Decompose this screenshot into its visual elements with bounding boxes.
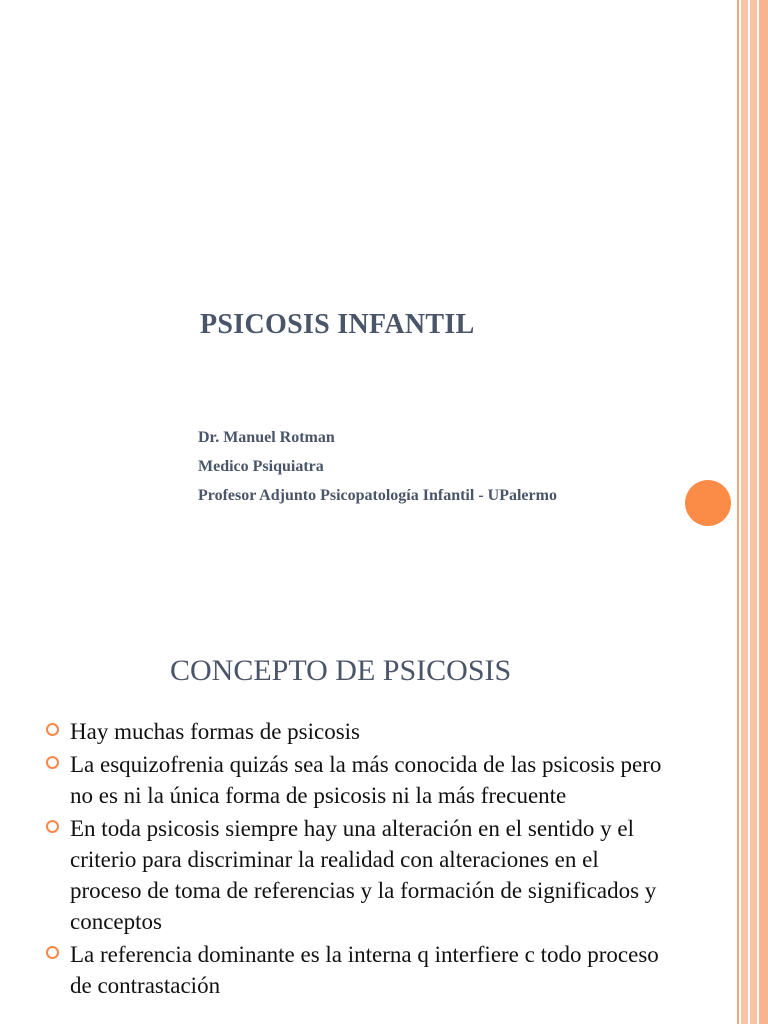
bullet-text: La referencia dominante es la interna q interfiere c todo proceso de contrastación [70, 942, 659, 998]
list-item [46, 749, 666, 811]
bullet-text: En toda psicosis siempre hay una alteración en el sentido y el criterio para discriminar la realidad con alteraciones en el proceso de toma de referencias y la formación de significados y conceptos [70, 816, 657, 934]
author-position: Profesor Adjunto Psicopatología Infantil - UPalermo [198, 487, 557, 504]
author-role: Medico Psiquiatra [198, 458, 324, 475]
edge-stripe [737, 0, 739, 1024]
author-name: Dr. Manuel Rotman [198, 429, 335, 446]
slide-title: PSICOSIS INFANTIL [200, 309, 475, 340]
edge-stripe [741, 0, 748, 1024]
orange-ring-bullet-icon [46, 820, 59, 833]
list-item [46, 939, 666, 1001]
subtitle-block [198, 427, 557, 514]
bullet-text: La esquizofrenia quizás sea la más conocida de las psicosis pero no es ni la única forma de psicosis ni la más frecuente [70, 752, 662, 808]
list-item [46, 813, 666, 937]
orange-circle-icon [685, 480, 731, 526]
bullet-list [46, 716, 666, 1003]
section-title: CONCEPTO DE PSICOSIS [170, 654, 512, 687]
list-item [46, 716, 666, 747]
edge-stripe [759, 0, 768, 1024]
orange-ring-bullet-icon [46, 723, 59, 736]
orange-ring-bullet-icon [46, 756, 59, 769]
edge-stripe [750, 0, 757, 1024]
orange-ring-bullet-icon [46, 946, 59, 959]
bullet-text: Hay muchas formas de psicosis [70, 719, 360, 744]
